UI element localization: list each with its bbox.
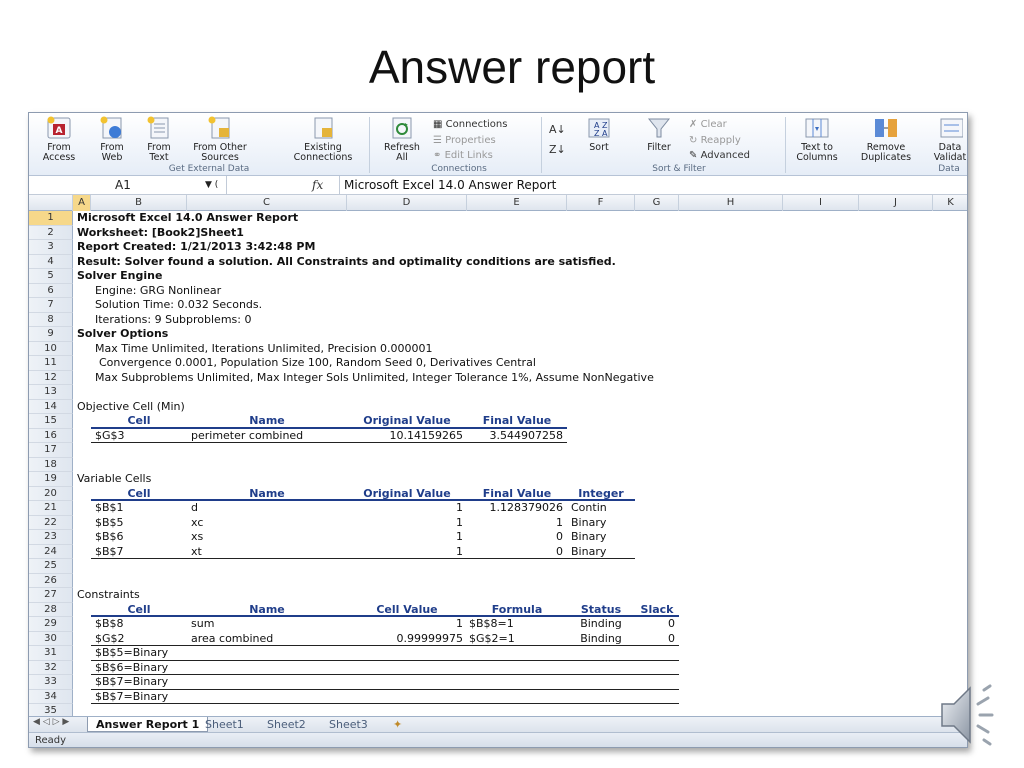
- solver-engine-heading[interactable]: Solver Engine: [77, 269, 163, 282]
- row-number[interactable]: 14: [29, 400, 73, 415]
- table-header[interactable]: Final Value: [467, 414, 567, 429]
- chevron-down-icon[interactable]: ▼ (: [205, 180, 219, 190]
- other-sources-icon: [207, 115, 233, 141]
- remove-duplicates-button[interactable]: [851, 115, 921, 163]
- row-number[interactable]: 9: [29, 327, 73, 342]
- table-cell[interactable]: 0: [635, 632, 679, 647]
- table-cell[interactable]: 1: [456, 530, 463, 543]
- table-cell[interactable]: xs: [191, 530, 204, 543]
- row-number[interactable]: 31: [29, 646, 73, 661]
- sort-za-button[interactable]: [549, 143, 566, 156]
- table-header[interactable]: Cell: [91, 603, 187, 618]
- table-cell[interactable]: 1: [347, 545, 467, 560]
- report-worksheet[interactable]: Worksheet: [Book2]Sheet1: [77, 225, 244, 239]
- row-number[interactable]: 35: [29, 704, 73, 719]
- table-cell[interactable]: 1.128379026: [489, 501, 563, 514]
- row-number[interactable]: 24: [29, 545, 73, 560]
- clear-label: Clear: [700, 119, 727, 130]
- properties-label: Properties: [445, 135, 496, 146]
- from-other-sources-label: From Other Sources: [193, 142, 247, 163]
- column-header[interactable]: C: [187, 195, 347, 211]
- table-cell[interactable]: Contin: [571, 501, 607, 514]
- column-header[interactable]: H: [679, 195, 783, 211]
- row-number[interactable]: 21: [29, 501, 73, 516]
- status-bar: [29, 732, 968, 748]
- table-cell[interactable]: xc: [191, 515, 204, 529]
- table-header[interactable]: Formula: [467, 603, 567, 618]
- sort-ascending-icon: A↓: [549, 123, 566, 136]
- from-text-button[interactable]: [139, 115, 179, 163]
- from-access-button[interactable]: [33, 115, 85, 163]
- row-number[interactable]: 8: [29, 313, 73, 328]
- row-number[interactable]: 16: [29, 429, 73, 444]
- status-text: Ready: [35, 735, 67, 746]
- connections-button[interactable]: [433, 119, 507, 130]
- report-result[interactable]: Result: Solver found a solution. All Constraints and optimality conditions are satisfied.: [77, 254, 616, 268]
- solver-options-heading[interactable]: Solver Options: [77, 327, 169, 340]
- sheet-tab[interactable]: Sheet1: [205, 718, 244, 731]
- row-number[interactable]: 32: [29, 661, 73, 676]
- table-cell[interactable]: $B$6: [95, 530, 124, 543]
- row-number[interactable]: 10: [29, 342, 73, 357]
- edit-links-label: Edit Links: [444, 150, 493, 161]
- sheet-tab[interactable]: Sheet2: [267, 718, 306, 731]
- table-cell[interactable]: $G$2=1: [467, 632, 567, 647]
- sort-descending-icon: Z↓: [549, 143, 566, 156]
- edit-links-icon: ⚭: [433, 150, 445, 161]
- existing-connections-icon: [310, 115, 336, 141]
- table-cell[interactable]: $B$8: [95, 617, 124, 630]
- existing-connections-button[interactable]: [277, 115, 369, 163]
- row-number[interactable]: 13: [29, 385, 73, 400]
- data-tools-group-label: Data: [938, 164, 960, 174]
- name-box-value: A1: [115, 178, 131, 192]
- text-to-columns-label: Text to Columns: [796, 142, 838, 163]
- table-cell[interactable]: 1: [456, 617, 463, 630]
- solver-option[interactable]: Convergence 0.0001, Population Size 100, Random Seed 0, Derivatives Central: [99, 356, 536, 369]
- filter-icon: [646, 115, 672, 141]
- table-cell[interactable]: $G$2: [91, 632, 187, 647]
- svg-text:A: A: [594, 121, 600, 130]
- filter-button[interactable]: [639, 115, 679, 153]
- excel-window: [28, 112, 968, 748]
- table-cell[interactable]: Binary: [571, 515, 607, 529]
- table-header[interactable]: Status: [567, 603, 635, 618]
- table-cell[interactable]: 1: [556, 515, 563, 529]
- text-to-columns-icon: [804, 115, 830, 141]
- formula-bar: [29, 176, 968, 195]
- table-cell[interactable]: d: [191, 501, 198, 514]
- column-header[interactable]: F: [567, 195, 635, 211]
- row-number[interactable]: 20: [29, 487, 73, 502]
- name-box[interactable]: [29, 176, 227, 194]
- table-cell[interactable]: 1: [456, 501, 463, 514]
- row-number[interactable]: 15: [29, 414, 73, 429]
- table-header[interactable]: Name: [187, 414, 347, 429]
- sheet-tab[interactable]: Sheet3: [329, 718, 368, 731]
- sort-icon: [586, 115, 612, 141]
- sort-label: Sort: [589, 142, 609, 153]
- row-number[interactable]: 1: [29, 211, 73, 226]
- row-number[interactable]: 19: [29, 472, 73, 487]
- table-cell[interactable]: $B$1: [95, 501, 124, 514]
- advanced-button[interactable]: [689, 150, 750, 161]
- solver-option[interactable]: Max Subproblems Unlimited, Max Integer Sols Unlimited, Integer Tolerance 1%, Assume NonNegative: [95, 370, 654, 384]
- fx-icon[interactable]: fx: [312, 178, 324, 192]
- group-separator: [785, 117, 786, 173]
- column-header[interactable]: A: [73, 195, 91, 211]
- table-cell[interactable]: Binary: [567, 545, 635, 560]
- refresh-icon: [389, 115, 415, 141]
- refresh-all-button[interactable]: [377, 115, 427, 163]
- clear-icon: ✗: [689, 119, 701, 130]
- column-header[interactable]: D: [347, 195, 467, 211]
- row-number[interactable]: 28: [29, 603, 73, 618]
- select-all-corner[interactable]: [29, 195, 73, 211]
- constraints-label[interactable]: Constraints: [77, 588, 140, 601]
- svg-text:A: A: [602, 129, 608, 138]
- table-header[interactable]: Original Value: [347, 487, 467, 502]
- table-cell[interactable]: area combined: [187, 632, 347, 647]
- from-other-sources-button[interactable]: [183, 115, 257, 163]
- from-access-label: From Access: [42, 142, 76, 163]
- row-number[interactable]: 6: [29, 284, 73, 299]
- svg-text:A: A: [55, 126, 63, 136]
- web-icon: [99, 115, 125, 141]
- table-header[interactable]: Cell: [91, 487, 187, 502]
- properties-icon: ☰: [433, 135, 446, 146]
- clear-button[interactable]: [689, 119, 727, 130]
- row-number[interactable]: 29: [29, 617, 73, 632]
- column-header[interactable]: E: [467, 195, 567, 211]
- table-cell[interactable]: perimeter combined: [187, 429, 347, 444]
- row-number[interactable]: 4: [29, 255, 73, 270]
- worksheet-grid: [29, 211, 968, 719]
- row-number[interactable]: 33: [29, 675, 73, 690]
- row-number[interactable]: 26: [29, 574, 73, 589]
- reapply-label: Reapply: [700, 135, 741, 146]
- iterations-text[interactable]: Iterations: 9 Subproblems: 0: [95, 312, 252, 326]
- data-validation-label: Data Validat: [933, 142, 967, 163]
- group-separator: [369, 117, 370, 173]
- row-number[interactable]: 30: [29, 632, 73, 647]
- table-cell[interactable]: $B$8=1: [469, 617, 514, 630]
- table-header[interactable]: Name: [187, 603, 347, 618]
- sheet-tab[interactable]: Answer Report 1: [87, 717, 208, 732]
- slide-title: Answer report: [368, 41, 656, 93]
- connections-group-label: Connections: [431, 164, 487, 174]
- table-header[interactable]: Final Value: [467, 487, 567, 502]
- row-number[interactable]: 23: [29, 530, 73, 545]
- audio-speaker-icon[interactable]: [938, 680, 1008, 750]
- table-cell[interactable]: $B$7: [91, 545, 187, 560]
- edit-links-button[interactable]: [433, 150, 493, 161]
- remove-duplicates-icon: [873, 115, 899, 141]
- column-header[interactable]: I: [783, 195, 859, 211]
- table-cell[interactable]: 0.99999975: [347, 632, 467, 647]
- advanced-label: Advanced: [700, 150, 750, 161]
- sort-az-button[interactable]: [549, 123, 566, 136]
- table-cell[interactable]: $G$3: [91, 429, 187, 444]
- table-header[interactable]: Name: [187, 487, 347, 502]
- table-cell[interactable]: Binary: [571, 530, 607, 543]
- reapply-button[interactable]: [689, 135, 741, 146]
- row-number[interactable]: 25: [29, 559, 73, 574]
- table-header[interactable]: Original Value: [347, 414, 467, 429]
- table-cell[interactable]: Binding: [580, 617, 622, 630]
- column-header[interactable]: B: [91, 195, 187, 211]
- text-to-columns-button[interactable]: [789, 115, 845, 163]
- table-cell[interactable]: 1: [456, 515, 463, 529]
- access-icon: [46, 115, 72, 141]
- data-validation-button[interactable]: [925, 115, 968, 163]
- row-number[interactable]: 34: [29, 690, 73, 705]
- remove-duplicates-label: Remove Duplicates: [860, 142, 912, 163]
- objective-cell-label[interactable]: Objective Cell (Min): [77, 399, 185, 413]
- row-number[interactable]: 5: [29, 269, 73, 284]
- column-header[interactable]: K: [933, 195, 968, 211]
- svg-text:Z: Z: [594, 129, 600, 138]
- svg-text:Z: Z: [602, 121, 608, 130]
- get-external-data-group-label: Get External Data: [168, 164, 250, 174]
- from-web-label: From Web: [100, 142, 124, 163]
- solver-option[interactable]: Max Time Unlimited, Iterations Unlimited, Precision 0.000001: [95, 341, 433, 355]
- column-header[interactable]: J: [859, 195, 933, 211]
- sort-button[interactable]: [579, 115, 619, 153]
- reapply-icon: ↻: [689, 135, 701, 146]
- column-header[interactable]: G: [635, 195, 679, 211]
- table-cell[interactable]: 3.544907258: [467, 429, 567, 444]
- row-number[interactable]: 18: [29, 458, 73, 473]
- insert-sheet-icon[interactable]: ✦: [393, 718, 403, 731]
- connections-label: Connections: [445, 119, 508, 130]
- row-number[interactable]: 3: [29, 240, 73, 255]
- table-header[interactable]: Cell: [91, 414, 187, 429]
- row-number[interactable]: 12: [29, 371, 73, 386]
- table-header[interactable]: Slack: [635, 603, 679, 618]
- solution-time-text[interactable]: Solution Time: 0.032 Seconds.: [95, 298, 263, 311]
- variable-cells-label[interactable]: Variable Cells: [77, 472, 152, 485]
- binary-constraint[interactable]: $B$7=Binary: [91, 675, 679, 690]
- report-title[interactable]: Microsoft Excel 14.0 Answer Report: [77, 211, 299, 224]
- row-number[interactable]: 27: [29, 588, 73, 603]
- table-cell[interactable]: 0: [467, 545, 567, 560]
- group-separator: [541, 117, 542, 173]
- binary-constraint[interactable]: $B$6=Binary: [91, 661, 679, 676]
- table-header[interactable]: Cell Value: [347, 603, 467, 618]
- data-validation-icon: [937, 115, 963, 141]
- connections-icon: ▦: [433, 119, 446, 130]
- tab-nav-arrows-icon[interactable]: ◀ ◁ ▷ ▶: [33, 717, 70, 727]
- row-number[interactable]: 17: [29, 443, 73, 458]
- filter-label: Filter: [647, 142, 671, 153]
- table-cell[interactable]: $B$5: [95, 515, 124, 529]
- table-cell[interactable]: Binding: [567, 632, 635, 647]
- table-cell[interactable]: 0: [668, 617, 675, 630]
- binary-constraint[interactable]: $B$5=Binary: [91, 646, 679, 661]
- table-header[interactable]: Integer: [567, 487, 635, 502]
- table-cell[interactable]: 0: [556, 530, 563, 543]
- column-headers: [29, 195, 968, 211]
- formula-input[interactable]: Microsoft Excel 14.0 Answer Report: [339, 176, 556, 194]
- table-cell[interactable]: xt: [187, 545, 347, 560]
- engine-text[interactable]: Engine: GRG Nonlinear: [95, 283, 222, 297]
- sort-filter-group-label: Sort & Filter: [652, 164, 706, 174]
- existing-connections-label: Existing Connections: [293, 142, 353, 163]
- row-number[interactable]: 2: [29, 226, 73, 241]
- table-cell[interactable]: 10.14159265: [347, 429, 467, 444]
- data-ribbon: [29, 113, 968, 176]
- properties-button[interactable]: [433, 135, 496, 146]
- row-number[interactable]: 22: [29, 516, 73, 531]
- advanced-icon: ✎: [689, 150, 701, 161]
- row-number[interactable]: 7: [29, 298, 73, 313]
- sheet-tabs-bar: [29, 716, 968, 732]
- binary-constraint[interactable]: $B$7=Binary: [91, 690, 679, 705]
- row-number[interactable]: 11: [29, 356, 73, 371]
- table-cell[interactable]: sum: [191, 617, 215, 630]
- from-text-label: From Text: [147, 142, 171, 163]
- text-file-icon: [146, 115, 172, 141]
- refresh-all-label: Refresh All: [384, 142, 420, 163]
- from-web-button[interactable]: [89, 115, 135, 163]
- report-created[interactable]: Report Created: 1/21/2013 3:42:48 PM: [77, 240, 316, 253]
